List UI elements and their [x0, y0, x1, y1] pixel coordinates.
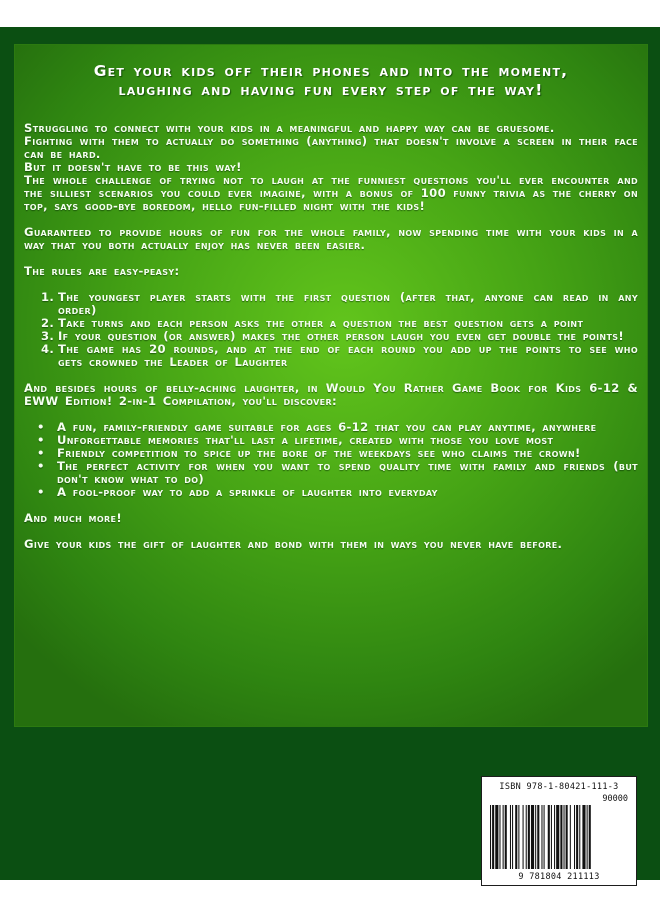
discover-item [37, 460, 638, 486]
text-panel [14, 44, 648, 727]
intro-paragraph-1: Struggling to connect with your kids in a meaningful and happy way can be gruesome. [24, 121, 555, 135]
intro-paragraph-4: The whole challenge of trying not to laugh at the funniest questions you'll ever encounter and the silliest scenarios you could ever imagine, with a bonus of 100 funny trivia as the cherry on top, says good-bye boredom, hello fun-filled night with the kids! [24, 173, 638, 213]
intro-paragraph-3: But it doesn't have to be this way! [24, 160, 242, 174]
closing-paragraph: Give your kids the gift of laughter and bond with them in ways you never have before. [24, 537, 563, 551]
discover-item [37, 486, 638, 499]
discover-text: Friendly competition to spice up the bore of the weekdays see who claims the crown! [57, 446, 581, 460]
price-code: 90000 [602, 794, 628, 804]
bullet-icon: • [37, 485, 45, 499]
rule-number: 1. [41, 290, 55, 304]
isbn-barcode [481, 776, 637, 886]
rule-text: The game has 20 rounds, and at the end of each round you add up the points to see who gets crowned the Leader of Laughter [58, 342, 638, 369]
rule-text: If your question (or answer) makes the other person laugh you even get double the points! [58, 329, 625, 343]
bullet-icon: • [37, 446, 45, 460]
discover-text: A fun, family-friendly game suitable for ages 6-12 that you can play anytime, anywhere [57, 420, 597, 434]
headline-line-1: Get your kids off their phones and into the moment, [93, 62, 569, 80]
back-cover [0, 27, 660, 880]
headline-line-2: laughing and having fun every step of the way! [118, 81, 544, 99]
rule-text: Take turns and each person asks the other a question the best question gets a point [58, 316, 584, 330]
barcode-bars [482, 777, 636, 885]
discover-list [24, 421, 638, 499]
rule-number: 3. [41, 329, 55, 343]
rules-heading: The rules are easy-peasy: [24, 264, 180, 278]
guarantee-paragraph: Guaranteed to provide hours of fun for the whole family, now spending time with your kids in a way that you both actually enjoy has never been easier. [24, 225, 638, 252]
barcode-digits: 9 781804 211113 [518, 872, 600, 882]
rule-item [41, 291, 638, 317]
much-more: And much more! [24, 511, 122, 525]
isbn-label: ISBN 978-1-80421-111-3 [499, 782, 619, 792]
discover-text: A fool-proof way to add a sprinkle of laughter into everyday [57, 485, 438, 499]
rule-number: 4. [41, 342, 55, 356]
blurb-content [24, 62, 638, 551]
bullet-icon: • [37, 433, 45, 447]
discover-text: Unforgettable memories that'll last a lifetime, created with those you love most [57, 433, 554, 447]
discover-heading: And besides hours of belly-aching laughter, in Would You Rather Game Book for Kids 6-12 & EWW Edition! 2-in-1 Compilation, you'll discover: [24, 381, 638, 408]
intro-paragraph-2: Fighting with them to actually do something (anything) that doesn't involve a screen in their face can be hard. [24, 134, 638, 161]
rule-number: 2. [41, 316, 55, 330]
rule-text: The youngest player starts with the first question (after that, anyone can read in any order) [58, 290, 638, 317]
rule-item [41, 343, 638, 369]
bullet-icon: • [37, 420, 45, 434]
discover-text: The perfect activity for when you want to spend quality time with family and friends (but don't know what to do) [57, 459, 638, 486]
bullet-icon: • [37, 459, 45, 473]
rules-list [24, 291, 638, 369]
headline [24, 62, 638, 100]
